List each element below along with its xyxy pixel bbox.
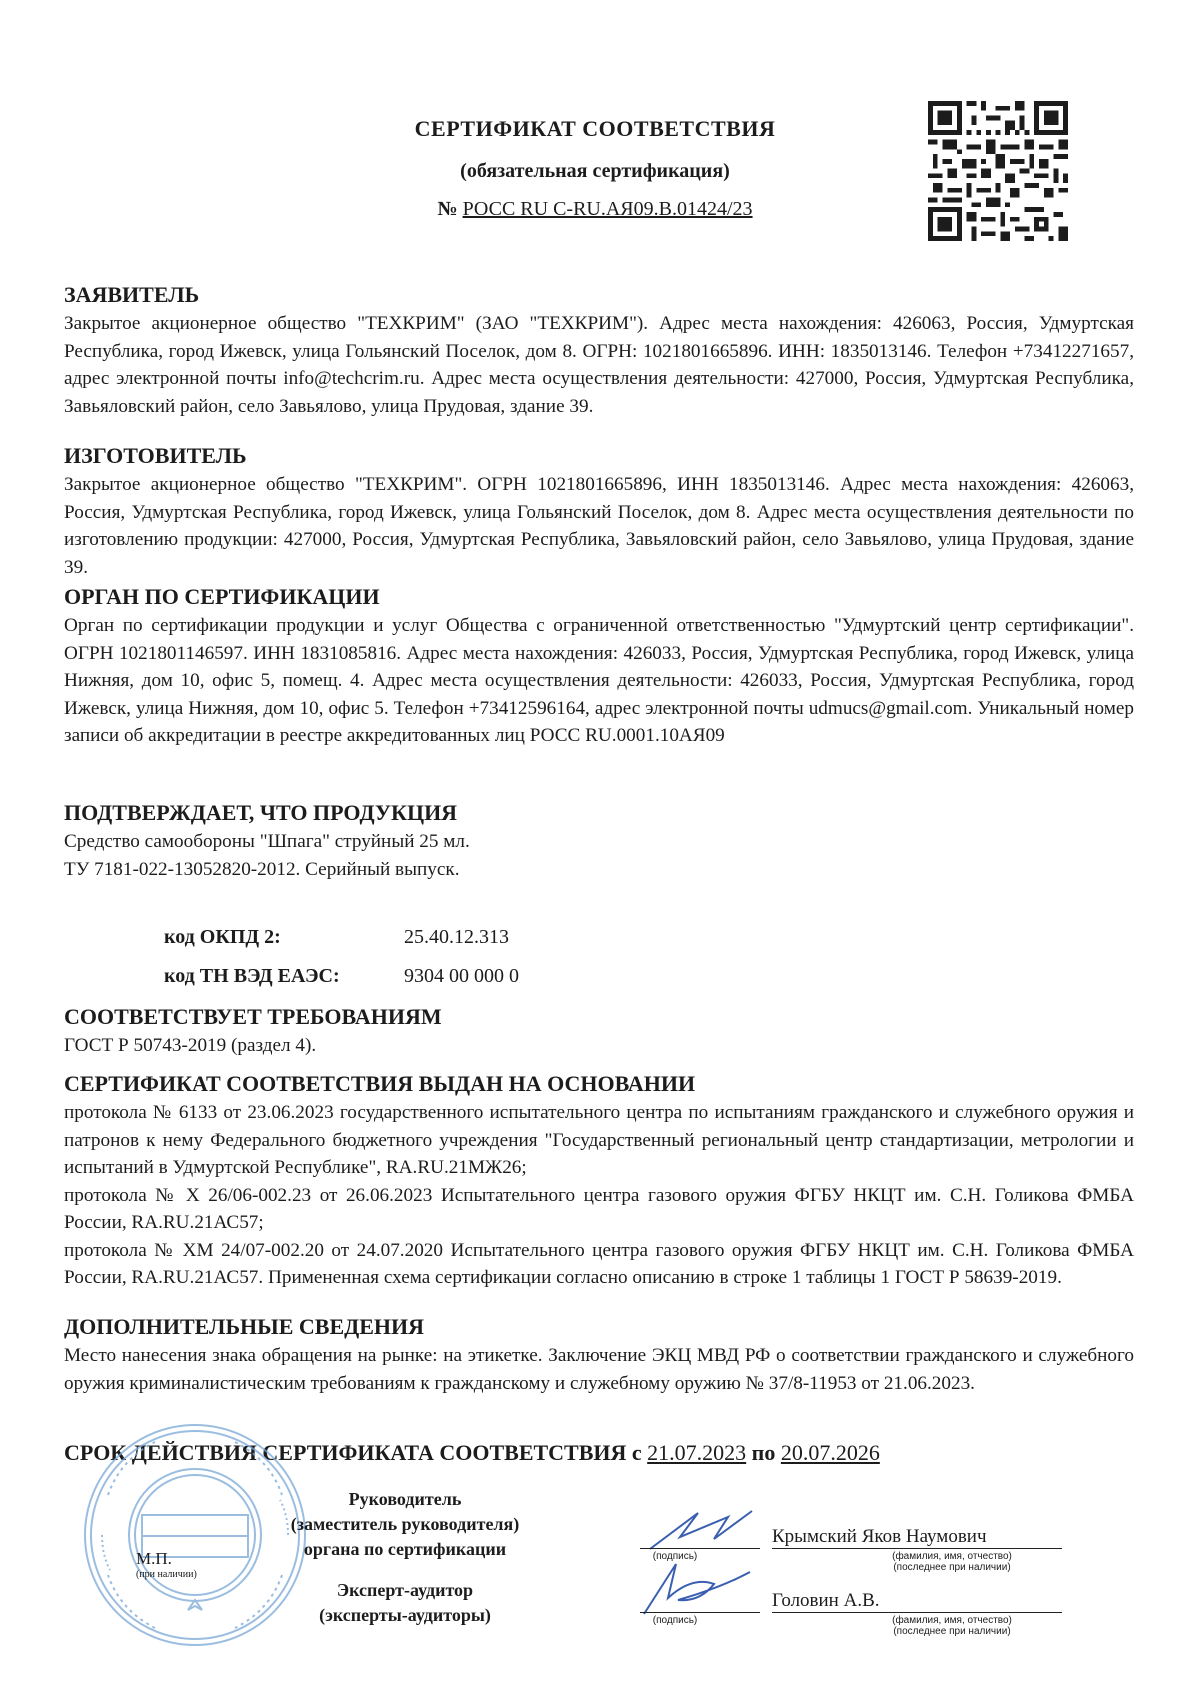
manufacturer-section xyxy=(64,443,1134,581)
certificate-number xyxy=(300,198,890,221)
tnved-value: 9304 00 000 0 xyxy=(404,965,519,987)
validity-from: 21.07.2023 xyxy=(647,1440,747,1465)
requirements-section xyxy=(64,1004,1134,1060)
requirements-text: ГОСТ Р 50743-2019 (раздел 4). xyxy=(64,1035,317,1056)
expert-name-caption-line-2: (последнее при наличии) xyxy=(893,1626,1011,1637)
head-signature-line xyxy=(640,1548,760,1549)
okpd-label: код ОКПД 2: xyxy=(164,926,281,948)
basis-title: СЕРТИФИКАТ СООТВЕТСТВИЯ ВЫДАН НА ОСНОВАНИИ xyxy=(64,1071,696,1096)
certification-body-section xyxy=(64,584,1134,750)
qr-code-icon xyxy=(928,101,1068,241)
tnved-row xyxy=(164,965,519,988)
requirements-title: СООТВЕТСТВУЕТ ТРЕБОВАНИЯМ xyxy=(64,1004,442,1029)
expert-name-line xyxy=(772,1612,1062,1613)
basis-protocol-3: протокола № ХМ 24/07-002.20 от 24.07.2020 Испытательного центра газового оружия ФГБУ НКЦТ им. С.Н. Голикова ФМБА России, RA.RU.21АС57. Примененная схема сертификации согласно описанию в строке 1 таблицы 1 ГОСТ Р 58639-2019. xyxy=(64,1239,1134,1288)
expert-name: Головин А.В. xyxy=(772,1590,880,1611)
head-name-caption-line-2: (последнее при наличии) xyxy=(893,1562,1011,1573)
basis-protocol-1: протокола № 6133 от 23.06.2023 государственного испытательного центра по испытаниям гражданского и служебного оружия и патронов к нему Федерального бюджетного учреждения "Государственный региональный центр стандартизации, метрологии и испытаний в Удмуртской Республике", RA.RU.21МЖ26; xyxy=(64,1102,1134,1178)
expert-label xyxy=(290,1578,520,1628)
product-line-2: ТУ 7181-022-13052820-2012. Серийный выпуск. xyxy=(64,858,460,880)
head-label-line-1: Руководитель xyxy=(348,1489,462,1509)
product-line-1: Средство самообороны "Шпага" струйный 25 мл. xyxy=(64,831,470,852)
manufacturer-title: ИЗГОТОВИТЕЛЬ xyxy=(64,443,247,468)
head-label xyxy=(265,1487,545,1562)
applicant-title: ЗАЯВИТЕЛЬ xyxy=(64,282,200,307)
basis-section xyxy=(64,1071,1134,1292)
applicant-section xyxy=(64,282,1134,420)
expert-signature-icon xyxy=(630,1550,770,1620)
okpd-value: 25.40.12.313 xyxy=(404,926,509,948)
expert-name-caption-line-1: (фамилия, имя, отчество) xyxy=(892,1615,1012,1626)
certification-body-title: ОРГАН ПО СЕРТИФИКАЦИИ xyxy=(64,584,380,609)
product-text xyxy=(64,828,1134,883)
validity-to: 20.07.2026 xyxy=(780,1440,880,1465)
tnved-label: код ТН ВЭД ЕАЭС: xyxy=(164,965,340,987)
document-title: СЕРТИФИКАТ СООТВЕТСТВИЯ xyxy=(414,116,776,141)
head-label-line-2: (заместитель руководителя) xyxy=(290,1514,520,1534)
head-name-caption-line-1: (фамилия, имя, отчество) xyxy=(892,1551,1012,1562)
additional-text: Место нанесения знака обращения на рынке: на этикетке. Заключение ЭКЦ МВД РФ о соответствии гражданского и служебного оружия криминалистическим требованиям к гражданскому и служебному оружию № 37/8-11953 от 21.06.2023. xyxy=(64,1345,1134,1394)
validity-label: СРОК ДЕЙСТВИЯ СЕРТИФИКАТА СООТВЕТСТВИЯ с xyxy=(64,1440,648,1465)
number-prefix: № xyxy=(437,198,463,220)
basis-text xyxy=(64,1099,1134,1292)
head-signature-caption: (подпись) xyxy=(652,1551,698,1562)
product-section xyxy=(64,800,1134,883)
head-name-caption xyxy=(862,1551,1042,1573)
stamp-place-note: (при наличии) xyxy=(136,1569,197,1580)
manufacturer-text: Закрытое акционерное общество "ТЕХКРИМ". ОГРН 1021801665896, ИНН 1835013146. Адрес места нахождения: 426063, Россия, Удмуртская Республика, город Ижевск, улица Гольянский Поселок, дом 8. Адрес места осуществления деятельности по изготовлению продукции: 427000, Россия, Удмуртская Республика, Завьяловский район, село Завьялово, улица Прудовая, здание 39. xyxy=(64,474,1134,578)
expert-label-line-2: (эксперты-аудиторы) xyxy=(319,1605,491,1625)
certification-body-text: Орган по сертификации продукции и услуг Общества с ограниченной ответственностью "Удмуртский центр сертификации". ОГРН 1021801146597. ИНН 1831085816. Адрес места нахождения: 426033, Россия, Удмуртская Республика, город Ижевск, улица Нижняя, дом 10, офис 5, помещ. 4. Адрес места осуществления деятельности: 426033, Россия, Удмуртская Республика, город Ижевск, улица Нижняя, дом 10, офис 5. Телефон +73412596164, адрес электронной почты udmucs@gmail.com. Уникальный номер записи об аккредитации в реестре аккредитованных лиц РОСС RU.0001.10АЯ09 xyxy=(64,615,1134,746)
okpd-row xyxy=(164,926,509,949)
product-title: ПОДТВЕРЖДАЕТ, ЧТО ПРОДУКЦИЯ xyxy=(64,800,458,825)
document-subtitle: (обязательная сертификация) xyxy=(460,160,730,182)
head-name-line xyxy=(772,1548,1062,1549)
number-value: РОСС RU С-RU.АЯ09.В.01424/23 xyxy=(462,198,753,220)
expert-label-line-1: Эксперт-аудитор xyxy=(336,1580,474,1600)
head-name: Крымский Яков Наумович xyxy=(772,1526,987,1547)
expert-name-caption xyxy=(862,1615,1042,1637)
stamp-place-label: М.П. xyxy=(136,1549,172,1568)
additional-title: ДОПОЛНИТЕЛЬНЫЕ СВЕДЕНИЯ xyxy=(64,1314,425,1339)
expert-signature-caption: (подпись) xyxy=(652,1615,698,1626)
applicant-text: Закрытое акционерное общество "ТЕХКРИМ" (ЗАО "ТЕХКРИМ"). Адрес места нахождения: 426063, Россия, Удмуртская Республика, город Ижевск, улица Гольянский Поселок, дом 8. ОГРН: 1021801665896. ИНН: 1835013146. Телефон +73412271657, адрес электронной почты info@techcrim.ru. Адрес места осуществления деятельности: 427000, Россия, Удмуртская Республика, Завьяловский район, село Завьялово, улица Прудовая, здание 39. xyxy=(64,313,1134,417)
validity-mid: по xyxy=(746,1440,781,1465)
basis-protocol-2: протокола № Х 26/06-002.23 от 26.06.2023 Испытательного центра газового оружия ФГБУ НКЦТ им. С.Н. Голикова ФМБА России, RA.RU.21АС57; xyxy=(64,1184,1134,1233)
head-label-line-3: органа по сертификации xyxy=(303,1539,507,1559)
additional-section xyxy=(64,1314,1134,1397)
expert-signature-line xyxy=(640,1612,760,1613)
